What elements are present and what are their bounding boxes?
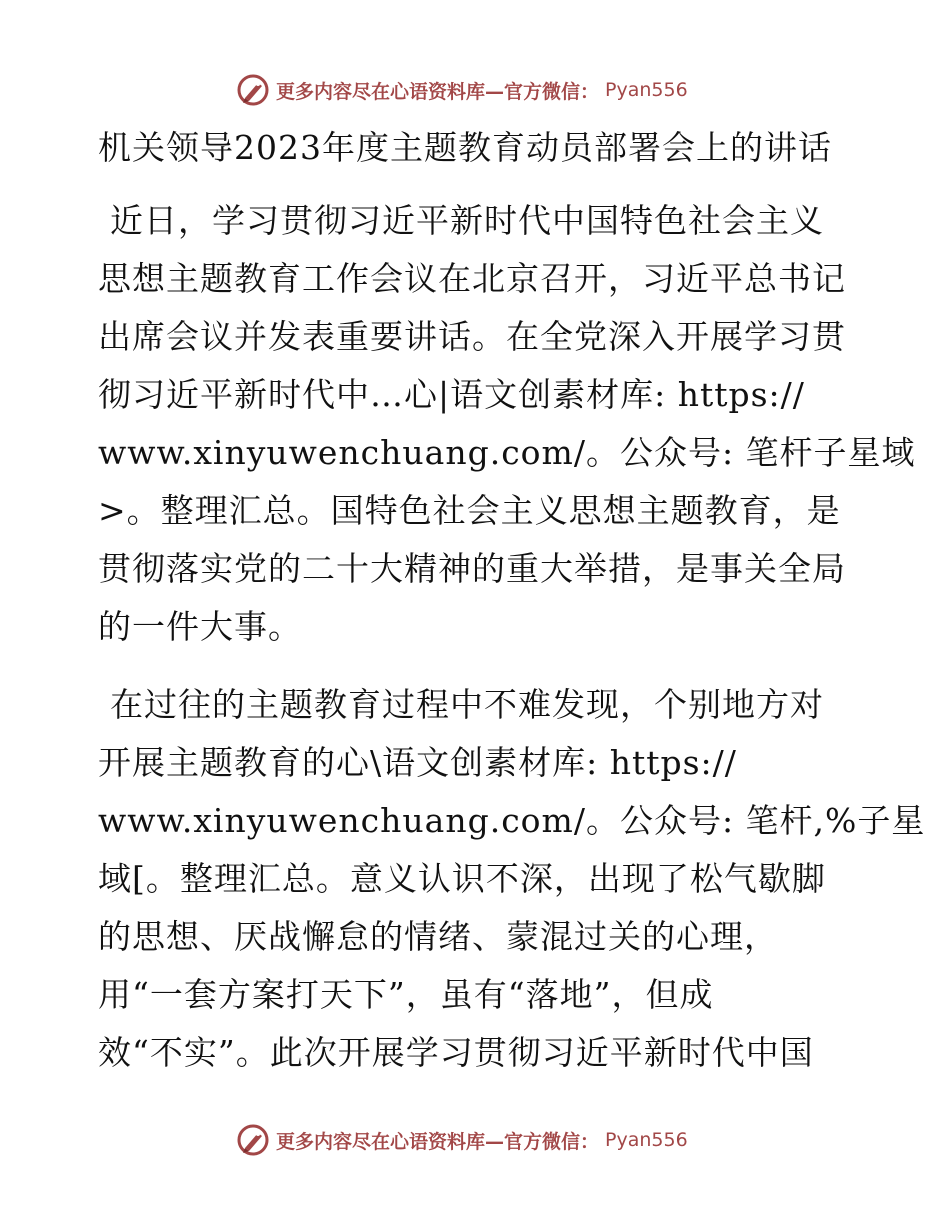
paragraph-line: 效“不实”。此次开展学习贯彻习近平新时代中国	[98, 1033, 814, 1072]
paragraph-line: www.xinyuwenchuang.com/。公众号: 笔杆子星域	[98, 433, 916, 472]
header-banner[interactable]	[236, 70, 688, 110]
paragraph-line: >。整理汇总。国特色社会主义思想主题教育，是	[98, 491, 841, 530]
paragraph-line: 出席会议并发表重要讲话。在全党深入开展学习贯	[98, 317, 846, 356]
paragraph-line: 彻习近平新时代中…心|语文创素材库: https://	[98, 375, 805, 414]
paragraph-line: 域[。整理汇总。意义认识不深，出现了松气歇脚	[98, 859, 826, 898]
paragraph-2	[98, 676, 926, 1082]
paragraph-line: 在过往的主题教育过程中不难发现，个别地方对	[110, 685, 824, 724]
pen-logo-icon	[236, 73, 270, 107]
pen-logo-icon	[236, 1123, 270, 1157]
paragraph-line: 的一件大事。	[98, 607, 302, 646]
paragraph-line: 贯彻落实党的二十大精神的重大举措，是事关全局	[98, 549, 846, 588]
paragraph-1	[98, 192, 916, 656]
paragraph-line: 的思想、厌战懈怠的情绪、蒙混过关的心理，	[98, 917, 778, 956]
paragraph-line: 用“一套方案打天下”，虽有“落地”，但成	[98, 975, 714, 1014]
footer-banner-handle: Pyan556	[605, 1129, 688, 1151]
paragraph-line: 开展主题教育的心\语文创素材库: https://	[98, 743, 737, 782]
paragraph-line: 近日，学习贯彻习近平新时代中国特色社会主义	[110, 201, 824, 240]
header-banner-text: 更多内容尽在心语资料库—官方微信：	[276, 80, 600, 103]
footer-banner[interactable]	[236, 1120, 688, 1160]
footer-banner-text: 更多内容尽在心语资料库—官方微信：	[276, 1130, 600, 1153]
header-banner-handle: Pyan556	[605, 79, 688, 101]
document-title: 机关领导2023年度主题教育动员部署会上的讲话	[98, 128, 832, 167]
paragraph-line: www.xinyuwenchuang.com/。公众号: 笔杆,%子星	[98, 801, 926, 840]
paragraph-line: 思想主题教育工作会议在北京召开，习近平总书记	[98, 259, 846, 298]
